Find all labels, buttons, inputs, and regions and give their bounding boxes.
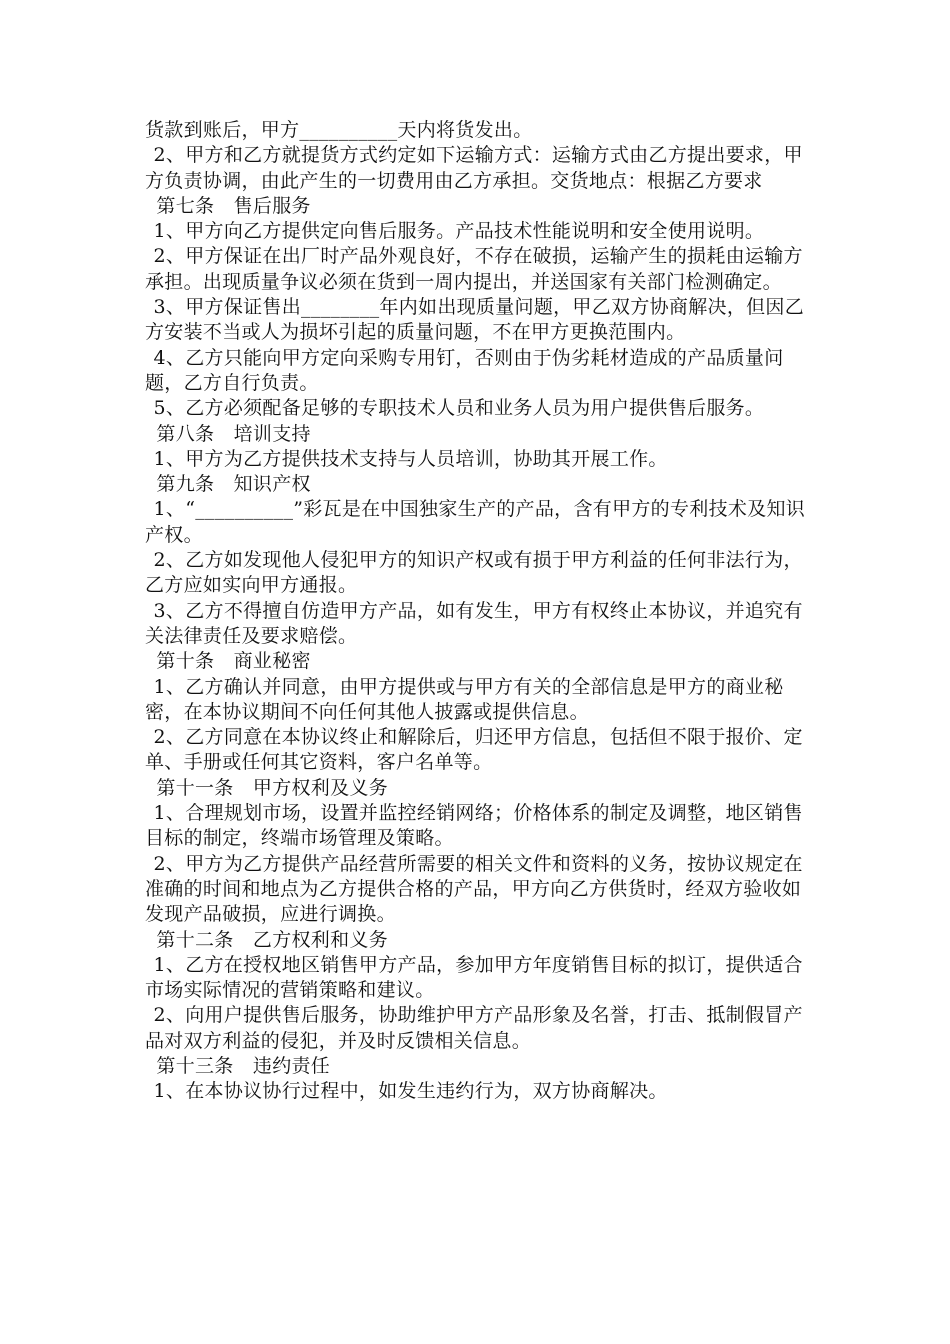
article-12-heading: 第十二条 乙方权利和义务	[156, 928, 388, 951]
article-9-clause-2: 2、乙方如发现他人侵犯甲方的知识产权或有损于甲方利益的任何非法行为，乙方应如实向甲方通报。	[145, 549, 803, 597]
article-10-clause-2: 2、乙方同意在本协议终止和解除后，归还甲方信息，包括但不限于报价、定单、手册或任何其它资料，客户名单等。	[145, 726, 803, 774]
article-8-clause-1: 1、甲方为乙方提供技术支持与人员培训，协助其开展工作。	[153, 447, 668, 470]
article-10-heading: 第十条 商业秘密	[156, 650, 311, 673]
article-9-clause-3: 3、乙方不得擅自仿造甲方产品，如有发生，甲方有权终止本协议，并追究有关法律责任及要求赔偿。	[145, 599, 803, 647]
article-13-clause-1: 1、在本协议协行过程中，如发生违约行为，双方协商解决。	[153, 1080, 668, 1103]
article-9-clause-1: 1、“__________”彩瓦是在中国独家生产的产品，含有甲方的专利技术及知识产权。	[145, 498, 806, 546]
article-9-heading: 第九条 知识产权	[156, 473, 311, 496]
article-7-clause-2: 2、甲方保证在出厂时产品外观良好，不存在破损，运输产生的损耗由运输方承担。出现质量争议必须在货到一周内提出，并送国家有关部门检测确定。	[145, 245, 803, 293]
article-8-heading: 第八条 培训支持	[156, 422, 311, 445]
paragraph-transport-method: 2、甲方和乙方就提货方式约定如下运输方式：运输方式由乙方提出要求，甲方负责协调，由此产生的一切费用由乙方承担。交货地点：根据乙方要求	[145, 144, 803, 192]
article-11-clause-1: 1、合理规划市场，设置并监控经销网络；价格体系的制定及调整，地区销售目标的制定，终端市场管理及策略。	[145, 802, 803, 850]
article-11-heading: 第十一条 甲方权利及义务	[156, 776, 388, 799]
article-7-heading: 第七条 售后服务	[156, 194, 311, 217]
article-10-clause-1: 1、乙方确认并同意，由甲方提供或与甲方有关的全部信息是甲方的商业秘密，在本协议期间不向任何其他人披露或提供信息。	[145, 675, 784, 723]
article-13-heading: 第十三条 违约责任	[156, 1054, 331, 1077]
article-7-clause-1: 1、甲方向乙方提供定向售后服务。产品技术性能说明和安全使用说明。	[153, 220, 765, 243]
article-7-clause-5: 5、乙方必须配备足够的专职技术人员和业务人员为用户提供售后服务。	[153, 397, 765, 420]
article-12-clause-2: 2、向用户提供售后服务，协助维护甲方产品形象及名誉，打击、抵制假冒产品对双方利益的侵犯，并及时反馈相关信息。	[145, 1004, 803, 1052]
article-7-clause-4: 4、乙方只能向甲方定向采购专用钉，否则由于伪劣耗材造成的产品质量问题，乙方自行负责。	[145, 346, 784, 394]
article-7-clause-3: 3、甲方保证售出________年内如出现质量问题，甲乙双方协商解决，但因乙方安装不当或人为损坏引起的质量问题，不在甲方更换范围内。	[145, 296, 805, 344]
document-body	[145, 118, 820, 1105]
article-11-clause-2: 2、甲方为乙方提供产品经营所需要的相关文件和资料的义务，按协议规定在准确的时间和地点为乙方提供合格的产品，甲方向乙方供货时，经双方验收如发现产品破损，应进行调换。	[145, 852, 803, 926]
article-12-clause-1: 1、乙方在授权地区销售甲方产品，参加甲方年度销售目标的拟订，提供适合市场实际情况的营销策略和建议。	[145, 953, 803, 1002]
paragraph-delivery-time: 货款到账后，甲方__________天内将货发出。	[145, 119, 533, 141]
